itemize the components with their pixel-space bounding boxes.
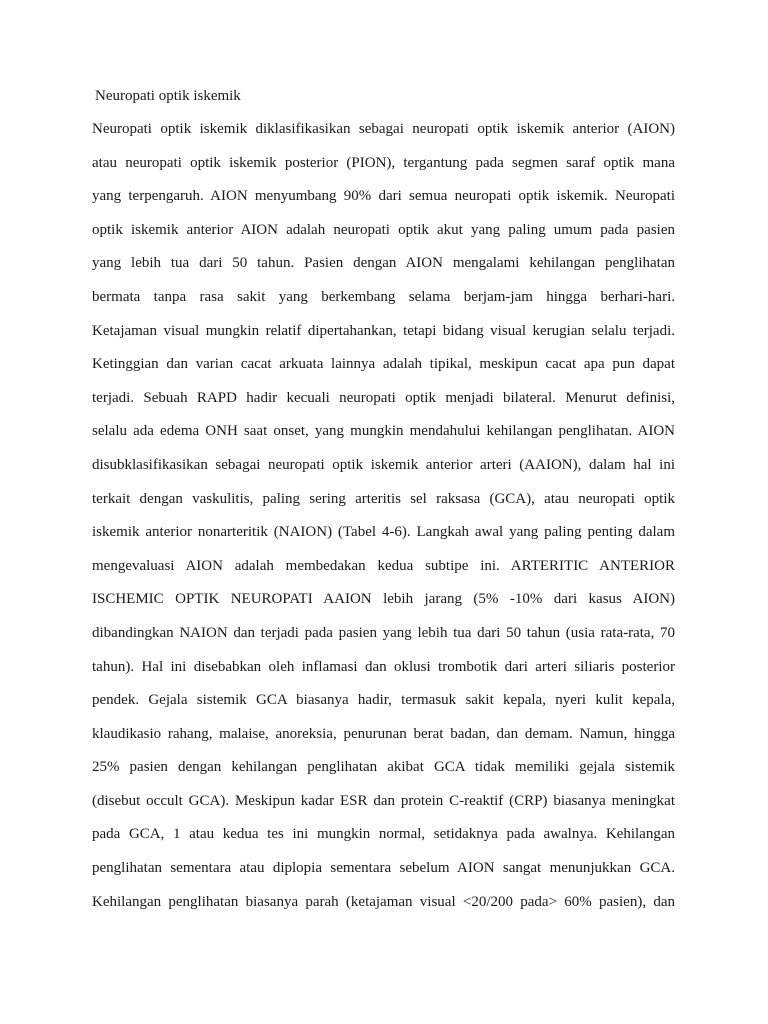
body-line: terjadi. Sebuah RAPD hadir kecuali neuropati optik menjadi bilateral. Menurut definisi,	[92, 389, 675, 406]
body-line: atau neuropati optik iskemik posterior (PION), tergantung pada segmen saraf optik mana	[92, 154, 675, 171]
body-line: Ketinggian dan varian cacat arkuata lainnya adalah tipikal, meskipun cacat apa pun dapat	[92, 356, 675, 373]
body-line: (disebut occult GCA). Meskipun kadar ESR dan protein C-reaktif (CRP) biasanya meningkat	[92, 792, 675, 809]
body-line: terkait dengan vaskulitis, paling sering arteritis sel raksasa (GCA), atau neuropati optik	[92, 490, 675, 507]
body-line: ISCHEMIC OPTIK NEUROPATI AAION lebih jarang (5% -10% dari kasus AION)	[92, 591, 675, 608]
body-line: pada GCA, 1 atau kedua tes ini mungkin normal, setidaknya pada awalnya. Kehilangan	[92, 826, 675, 843]
body-line: Ketajaman visual mungkin relatif dipertahankan, tetapi bidang visual kerugian selalu terjadi.	[92, 322, 675, 339]
body-line: iskemik anterior nonarteritik (NAION) (Tabel 4-6). Langkah awal yang paling penting dalam	[92, 524, 675, 541]
body-line: Neuropati optik iskemik diklasifikasikan sebagai neuropati optik iskemik anterior (AION)	[92, 121, 675, 137]
body-line: yang lebih tua dari 50 tahun. Pasien dengan AION mengalami kehilangan penglihatan	[92, 255, 675, 272]
body-line: tahun). Hal ini disebabkan oleh inflamasi dan oklusi trombotik dari arteri siliaris posterior	[92, 658, 675, 675]
body-line: penglihatan sementara atau diplopia sementara sebelum AION sangat menunjukkan GCA.	[92, 860, 675, 877]
body-line: mengevaluasi AION adalah membedakan kedua subtipe ini. ARTERITIC ANTERIOR	[92, 557, 675, 574]
body-line: 25% pasien dengan kehilangan penglihatan akibat GCA tidak memiliki gejala sistemik	[92, 759, 675, 776]
document-body	[92, 113, 675, 919]
document-heading: Neuropati optik iskemik	[95, 88, 241, 104]
body-line: yang terpengaruh. AION menyumbang 90% dari semua neuropati optik iskemik. Neuropati	[92, 188, 675, 205]
body-line: bermata tanpa rasa sakit yang berkembang selama berjam-jam hingga berhari-hari.	[92, 288, 675, 305]
body-line: Kehilangan penglihatan biasanya parah (ketajaman visual <20/200 pada> 60% pasien), dan	[92, 893, 675, 910]
body-line: dibandingkan NAION dan terjadi pada pasien yang lebih tua dari 50 tahun (usia rata-rata, 70	[92, 624, 675, 641]
body-line: pendek. Gejala sistemik GCA biasanya hadir, termasuk sakit kepala, nyeri kulit kepala,	[92, 692, 675, 709]
body-line: klaudikasio rahang, malaise, anoreksia, penurunan berat badan, dan demam. Namun, hingga	[92, 725, 675, 742]
body-line: selalu ada edema ONH saat onset, yang mungkin mendahului kehilangan penglihatan. AION	[92, 423, 675, 440]
body-line: optik iskemik anterior AION adalah neuropati optik akut yang paling umum pada pasien	[92, 221, 675, 238]
body-line: disubklasifikasikan sebagai neuropati optik iskemik anterior arteri (AAION), dalam hal ini	[92, 456, 675, 473]
